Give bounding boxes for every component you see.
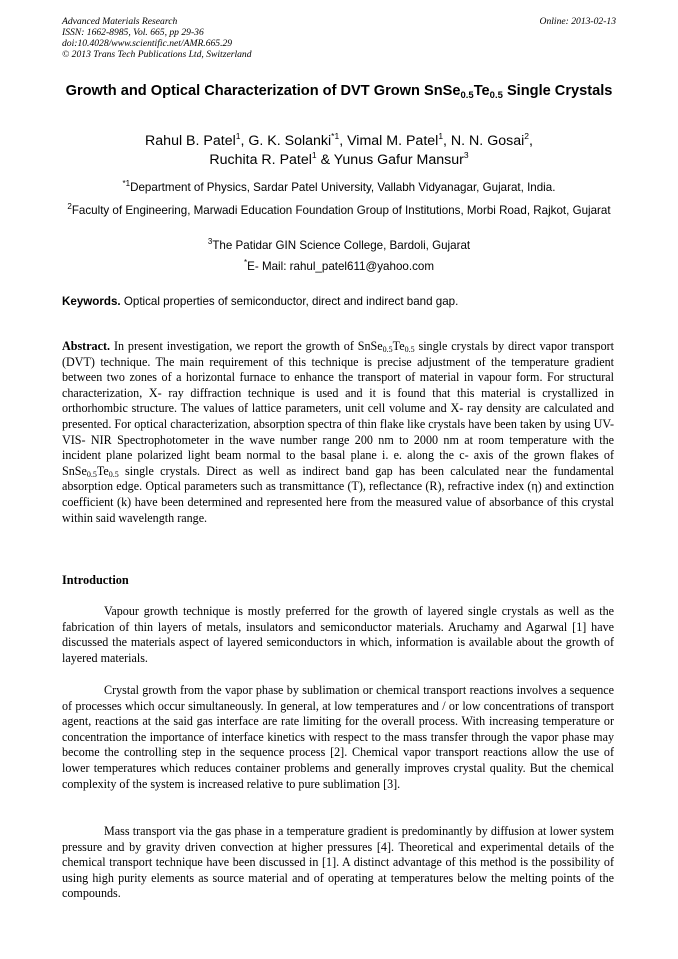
- author-list: [62, 132, 616, 170]
- abstract-label: Abstract.: [62, 339, 111, 353]
- title-text-3: Single Crystals: [502, 83, 613, 99]
- abstract-text: Te: [392, 339, 405, 353]
- journal-copyright: © 2013 Trans Tech Publications Ltd, Switzerland: [62, 49, 252, 60]
- author-affil-mark: 1: [235, 131, 241, 141]
- keywords-text: Optical properties of semiconductor, direct and indirect band gap.: [120, 295, 459, 308]
- affiliation-1: [62, 180, 616, 196]
- introduction-heading: Introduction: [62, 573, 129, 587]
- author-affil-mark: 2: [524, 131, 529, 141]
- abstract-text: single crystals by direct vapor transport (DVT) technique. The main requirement of this technique is precise adjustment of the temperature gradient between two zones of a horizontal furnace to enhance the transport of material in vapour form. For structural characterization, X- ray diffraction technique is used and it is found that this material is crystallized in orthorhombic structure. The values of lattice parameters, unit cell volume and X- ray density are calculated and presented. For optical characterization, absorption spectra of thin flake like crystals have been taken by using UV- VIS- NIR Spectrophotometer in the wave number range 200 nm to 2000 nm at room temperature with the incident plane polarized light beam normal to the basal plane i. e. along the c- axis of the grown flakes of SnSe: [62, 339, 614, 478]
- author-name: & Yunus Gafur Mansur: [316, 152, 464, 168]
- email-text: E- Mail: rahul_patel611@yahoo.com: [247, 260, 434, 273]
- author-name: Rahul B. Patel: [145, 133, 236, 149]
- author-affil-mark: 1: [438, 131, 444, 141]
- author-affil-mark: 1: [311, 150, 317, 160]
- abstract-sub: 0.5: [108, 469, 119, 479]
- affiliation-2: [62, 203, 616, 219]
- online-date: Online: 2013-02-13: [539, 16, 616, 27]
- email-mark: *: [244, 258, 248, 267]
- title-sub-2: 0.5: [489, 90, 503, 101]
- keywords-label: Keywords.: [62, 295, 121, 308]
- affiliation-mark: 2: [67, 202, 72, 211]
- intro-paragraph-3: Mass transport via the gas phase in a temperature gradient is predominantly by diffusion at lower system pressure and by gravity driven convection at higher pressures [4]. Theoretical and experimental details of the chemical transport technique have been discussed in [1]. A distinct advantage of this method is the possibility of using high purity elements as source material and of operating at temperatures below the melting points of the compounds.: [62, 824, 614, 901]
- journal-doi: doi:10.4028/www.scientific.net/AMR.665.29: [62, 38, 233, 49]
- author-affil-mark: *1: [331, 131, 340, 141]
- intro-paragraph-1: Vapour growth technique is mostly preferred for the growth of layered single crystals as well as the fabrication of thin layers of metals, insulators and semiconductor materials. Aruchamy and Agarwal [1] have discussed the materials aspect of layered semiconductors in which, information is available about the growth of layered materials.: [62, 604, 614, 665]
- intro-paragraph-2: Crystal growth from the vapor phase by sublimation or chemical transport reactions involves a sequence of processes which occur simultaneously. In general, at low temperatures and / or low concentrations of transport agent, reactions at the said gas interface are rate limiting for the overall process. With increasing temperature or concentration the importance of interface kinetics with respect to the mass transfer through the vapor phase may become the controlling step in the sequence process [2]. Chemical vapor transport reactions allow the use of lower temperatures which reduces container problems and generally improves crystal quality. But the chemical complexity of the system is increased relative to pure sublimation [3].: [62, 683, 614, 791]
- author-name: , G. K. Solanki: [240, 133, 332, 149]
- affiliation-mark: 3: [207, 237, 213, 246]
- title-text-2: Te: [473, 83, 490, 99]
- journal-issn: ISSN: 1662-8985, Vol. 665, pp 29-36: [62, 27, 204, 38]
- journal-info: [62, 16, 616, 60]
- title-text-1: Growth and Optical Characterization of DVT Grown SnSe: [65, 83, 461, 99]
- author-name: , Vimal M. Patel: [339, 133, 439, 149]
- affiliation-text: Faculty of Engineering, Marwadi Education Foundation Group of Institutions, Morbi Road, Rajkot, Gujarat: [71, 204, 611, 217]
- author-affil-mark: 3: [463, 150, 469, 160]
- author-separator: ,: [529, 133, 533, 149]
- affiliation-3: [62, 238, 616, 254]
- abstract-sub: 0.5: [404, 345, 415, 354]
- affiliation-text: The Patidar GIN Science College, Bardoli, Gujarat: [212, 239, 471, 252]
- keywords: [62, 294, 616, 310]
- affiliation-text: Department of Physics, Sardar Patel University, Vallabh Vidyanagar, Gujarat, India.: [130, 181, 556, 194]
- abstract-sub: 0.5: [382, 345, 393, 354]
- corresponding-email: [62, 259, 616, 275]
- abstract: [62, 339, 614, 526]
- abstract-text: In present investigation, we report the growth of SnSe: [110, 339, 383, 353]
- affiliation-mark: *1: [122, 179, 131, 188]
- title-sub-1: 0.5: [460, 90, 474, 101]
- journal-name: Advanced Materials Research: [62, 16, 178, 27]
- journal-header: [62, 16, 616, 60]
- paper-title: [62, 82, 616, 101]
- author-name: Ruchita R. Patel: [209, 152, 312, 168]
- abstract-text: single crystals. Direct as well as indirect band gap has been calculated near the fundamental absorption edge. Optical parameters such as transmittance (T), reflectance (R), refractive index (η) and extinction coefficient (k) have been determined and represented here from the measured value of absorbance of this crystal within said wavelength range.: [62, 463, 614, 525]
- abstract-sub: 0.5: [86, 469, 97, 479]
- abstract-text: Te: [96, 463, 109, 478]
- author-name: , N. N. Gosai: [443, 133, 525, 149]
